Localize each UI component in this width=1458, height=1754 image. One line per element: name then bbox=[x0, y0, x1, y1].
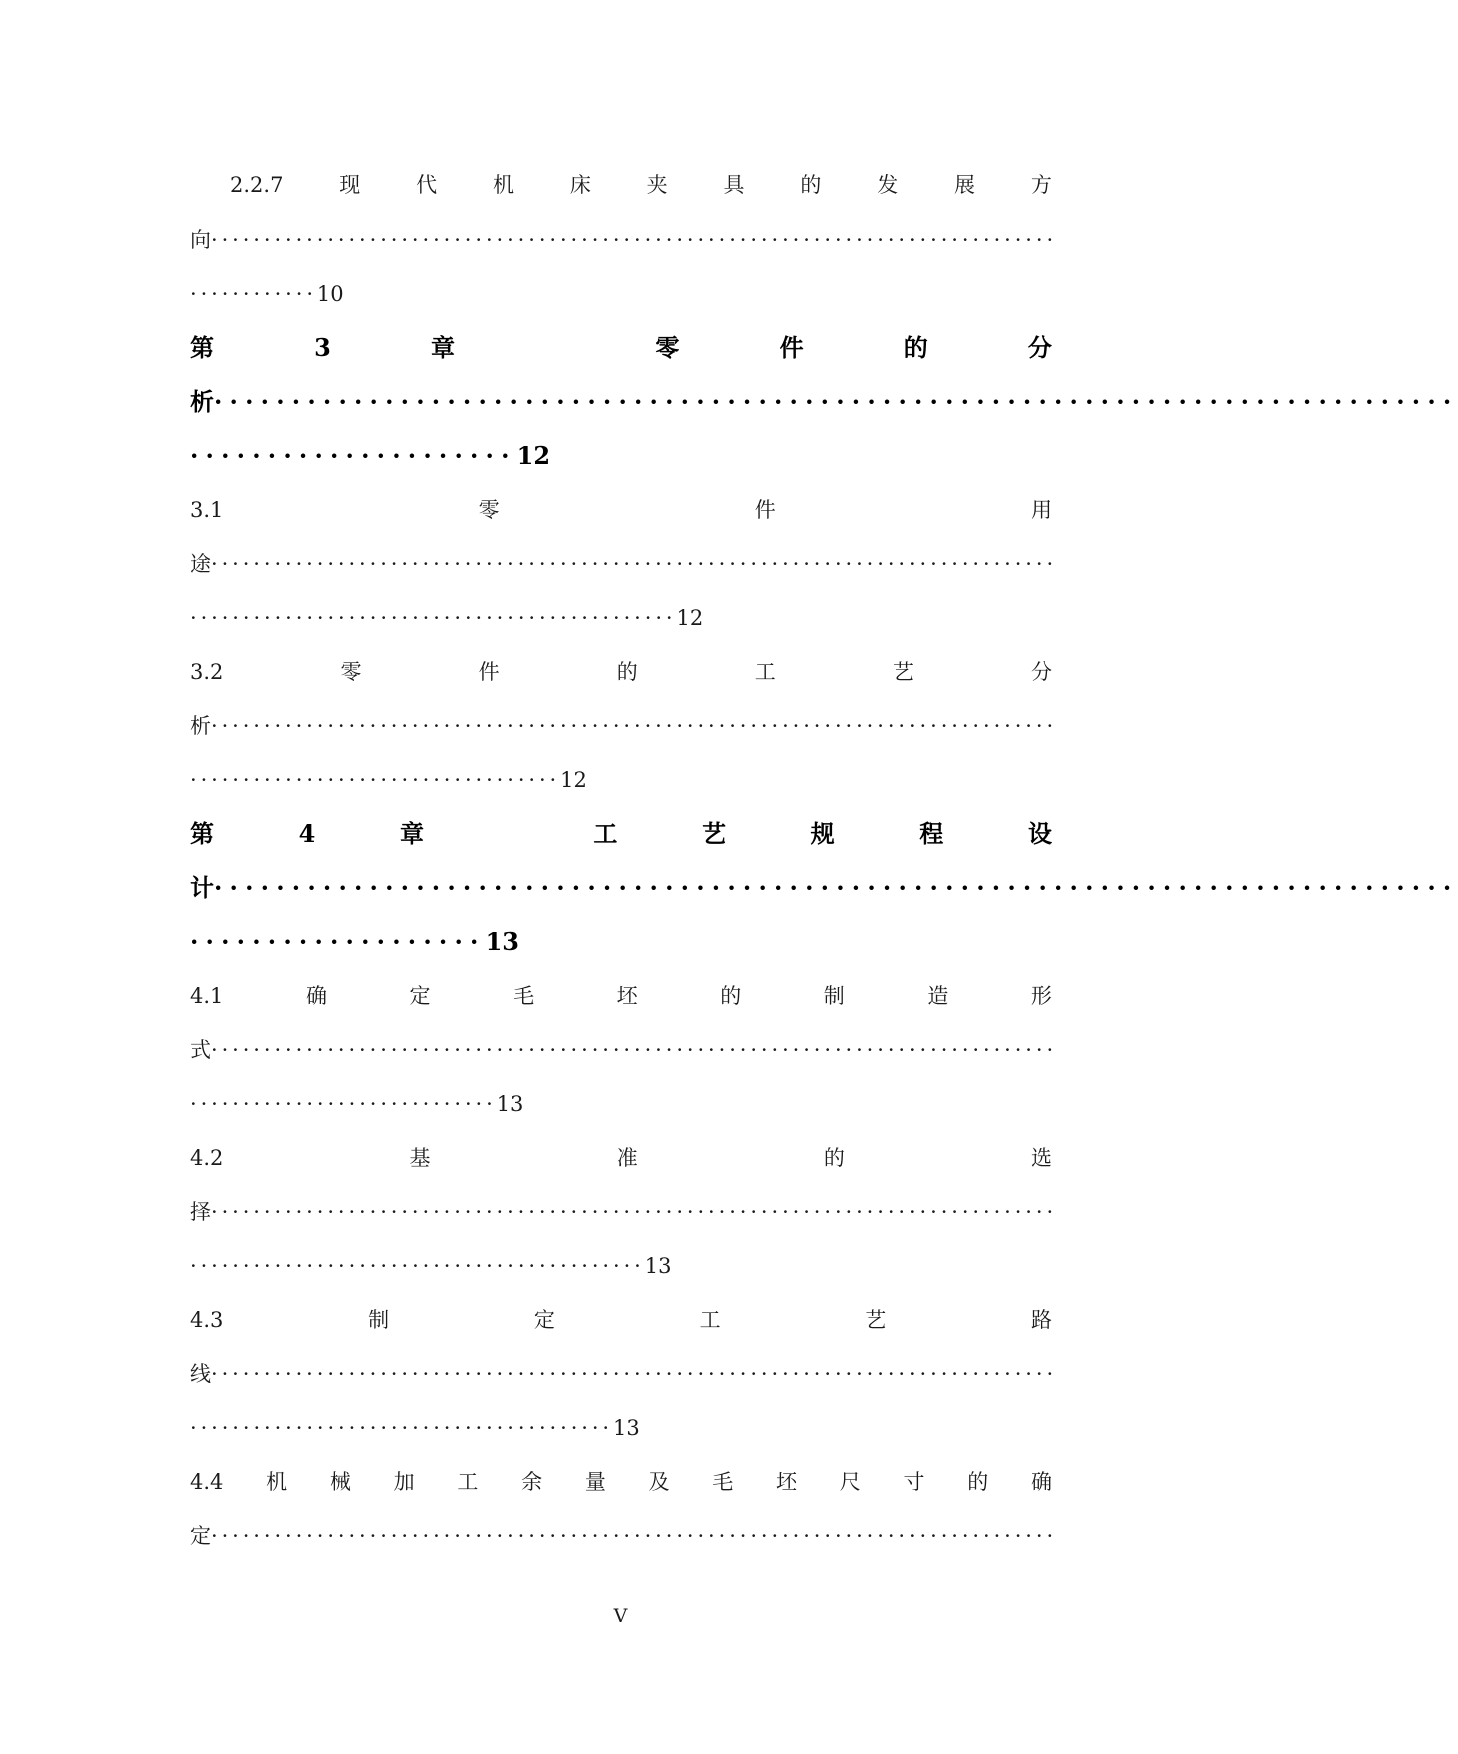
toc-entry-4-2-title: 4.2 基 准 的 选 bbox=[190, 1146, 1052, 1170]
toc-chapter-3-title: 第 3 章 零 件 的 分 bbox=[190, 333, 1052, 362]
toc-entry-4-3-leader: 线 ················································································ bbox=[190, 1354, 1052, 1394]
toc-entry-4-2-leader: 择 ················································································ bbox=[190, 1192, 1052, 1232]
toc-entry-3-1-leader: 途 ················································································ bbox=[190, 544, 1052, 584]
toc-chapter-3-page bbox=[190, 436, 1052, 476]
toc-chapter-4-leader: 计 ················································································ bbox=[190, 868, 1052, 908]
dot-leader: ··········································· bbox=[190, 1254, 645, 1278]
page-number-ref: 10 bbox=[316, 282, 344, 306]
toc-chapter-4-title: 第 4 章 工 艺 规 程 设 bbox=[190, 819, 1052, 848]
dot-leader: ····························· bbox=[190, 1092, 497, 1116]
toc-chapter-4-page bbox=[190, 922, 1052, 962]
dot-leader: ··································· bbox=[190, 768, 561, 792]
toc-entry-2-2-7-page bbox=[190, 274, 1052, 314]
page-number-ref: 13 bbox=[485, 927, 519, 956]
dot-leader: ··················· bbox=[190, 927, 486, 956]
dot-leader: ················································································ bbox=[211, 1038, 1058, 1062]
toc-entry-4-1-leader: 式 ················································································ bbox=[190, 1030, 1052, 1070]
toc-entry-2-2-7-title: 2.2.7 现 代 机 床 夹 具 的 发 展 方 bbox=[230, 173, 1052, 197]
dot-leader: ················································································ bbox=[211, 714, 1058, 738]
dot-leader: ················································································ bbox=[211, 1524, 1058, 1548]
page-number-ref: 13 bbox=[644, 1254, 672, 1278]
toc-entry-2-2-7-leader: 向 ················································································ bbox=[190, 220, 1052, 260]
toc-entry-4-3-page bbox=[190, 1408, 1052, 1448]
toc-entry-3-1-page bbox=[190, 598, 1052, 638]
dot-leader: ················································································ bbox=[211, 1200, 1058, 1224]
dot-leader: ····················· bbox=[190, 441, 517, 470]
toc-entry-4-3-title: 4.3 制 定 工 艺 路 bbox=[190, 1308, 1052, 1332]
toc-entry-3-2-page bbox=[190, 760, 1052, 800]
dot-leader: ················································································ bbox=[211, 552, 1058, 576]
dot-leader: ················································································ bbox=[211, 1362, 1058, 1386]
toc-entry-4-4-leader: 定 ················································································ bbox=[190, 1516, 1052, 1556]
page-number-ref: 12 bbox=[516, 441, 551, 470]
dot-leader: ········································ bbox=[190, 1416, 614, 1440]
dot-leader: ············ bbox=[190, 282, 317, 306]
page-footer-number: V bbox=[613, 1605, 628, 1627]
toc-entry-4-2-page bbox=[190, 1246, 1052, 1286]
toc-entry-3-2-leader: 析 ················································································ bbox=[190, 706, 1052, 746]
toc-entry-3-2-title: 3.2 零 件 的 工 艺 分 bbox=[190, 660, 1052, 684]
toc-entry-3-1-title: 3.1 零 件 用 bbox=[190, 498, 1052, 522]
dot-leader: ················································································ bbox=[214, 873, 1458, 902]
toc-entry-4-1-title: 4.1 确 定 毛 坯 的 制 造 形 bbox=[190, 984, 1052, 1008]
page-number-ref: 13 bbox=[613, 1416, 640, 1440]
page-number-ref: 12 bbox=[676, 606, 704, 630]
dot-leader: ················································································ bbox=[214, 387, 1458, 416]
page-number-ref: 13 bbox=[496, 1092, 524, 1116]
dot-leader: ················································································ bbox=[211, 228, 1058, 252]
toc-entry-4-4-title: 4.4 机 械 加 工 余 量 及 毛 坯 尺 寸 的 确 bbox=[190, 1470, 1052, 1494]
toc-entry-4-1-page bbox=[190, 1084, 1052, 1124]
dot-leader: ·············································· bbox=[190, 606, 677, 630]
page-number-ref: 12 bbox=[560, 768, 587, 792]
toc-chapter-3-leader: 析 ················································································ bbox=[190, 382, 1052, 422]
